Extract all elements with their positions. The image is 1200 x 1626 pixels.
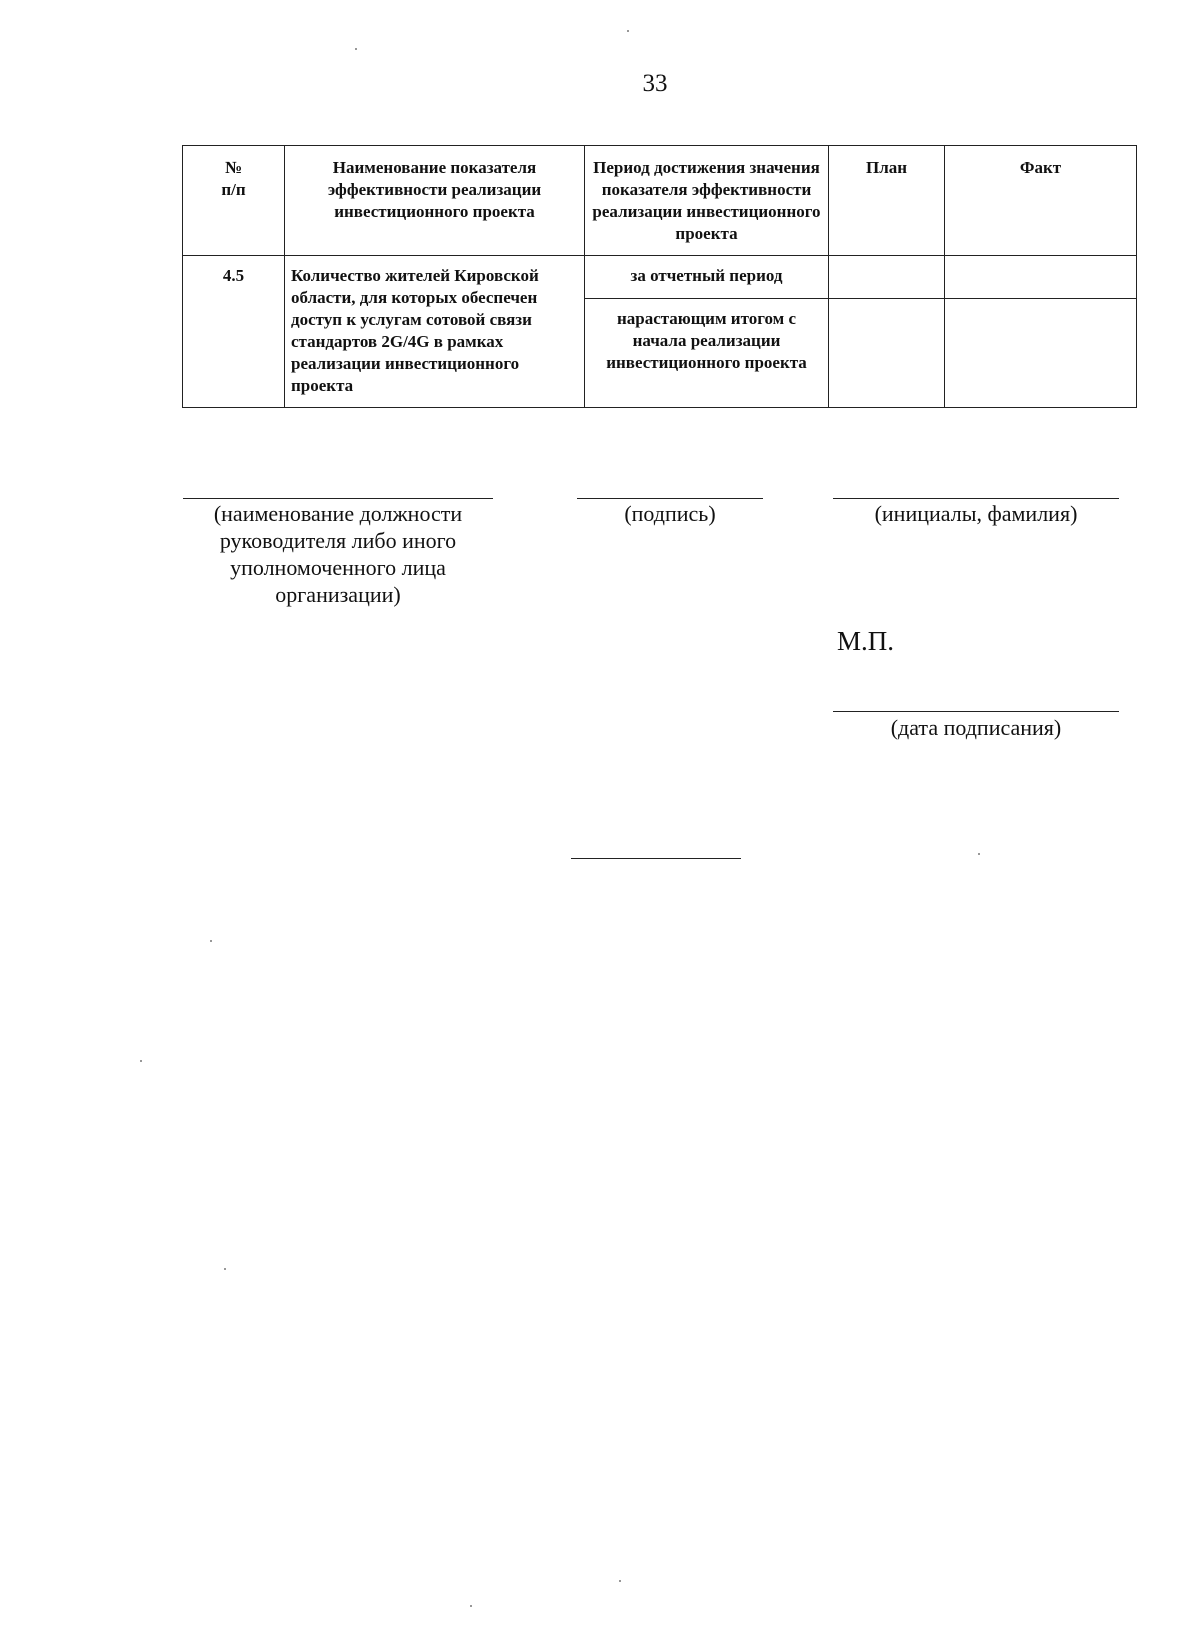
signature-caption: (подпись) <box>624 501 716 526</box>
name-line <box>833 498 1119 499</box>
cell-fact-cumulative <box>945 299 1137 408</box>
row-period-reporting: за отчетный период <box>585 256 829 299</box>
row-period-cumulative: нарастающим итогом с начала реализации инвестиционного проекта <box>585 299 829 408</box>
scan-speck <box>470 1605 472 1607</box>
header-number: № п/п <box>183 146 285 256</box>
scan-speck <box>627 30 629 32</box>
scan-speck <box>978 853 980 855</box>
row-number: 4.5 <box>183 256 285 408</box>
page-number: 33 <box>642 70 668 97</box>
row-indicator-name: Количество жителей Кировской области, для которых обеспечен доступ к услугам сотовой связи стандартов 2G/4G в рамках реализации инвестиционного проекта <box>285 256 585 408</box>
scan-speck <box>140 1060 142 1062</box>
header-fact: Факт <box>945 146 1137 256</box>
table-row <box>183 256 1137 299</box>
cell-plan-cumulative <box>829 299 945 408</box>
position-caption: (наименование должности руководителя либо иного уполномоченного лица организации) <box>213 501 463 607</box>
name-caption: (инициалы, фамилия) <box>874 501 1078 526</box>
date-line <box>833 711 1119 712</box>
scan-speck <box>619 1580 621 1582</box>
scan-speck <box>224 1268 226 1270</box>
signature-line <box>577 498 763 499</box>
header-plan: План <box>829 146 945 256</box>
cell-plan-reporting <box>829 256 945 299</box>
header-indicator-name: Наименование показателя эффективности реализации инвестиционного проекта <box>285 146 585 256</box>
indicators-table <box>182 145 1137 408</box>
stamp-label: М.П. <box>837 626 895 656</box>
position-line <box>183 498 493 499</box>
cell-fact-reporting <box>945 256 1137 299</box>
scan-speck <box>210 940 212 942</box>
date-caption: (дата подписания) <box>890 715 1062 740</box>
table-header-row <box>183 146 1137 256</box>
header-period: Период достижения значения показателя эффективности реализации инвестиционного проекта <box>585 146 829 256</box>
end-separator-line <box>571 858 741 859</box>
scan-speck <box>355 48 357 50</box>
